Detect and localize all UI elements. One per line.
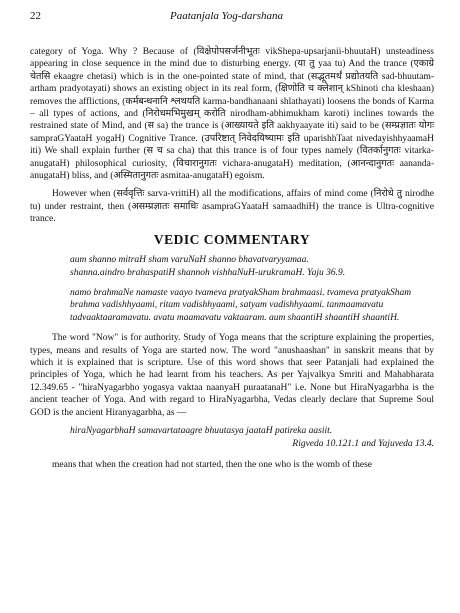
page-body — [30, 46, 434, 477]
running-title: Paatanjala Yog-darshana — [170, 10, 283, 22]
verse-3-citation: Rigveda 10.121.1 and Yajuveda 13.4. — [292, 439, 434, 450]
paragraph-1: category of Yoga. Why ? Because of (विक्षेपोपसर्जनीभूतः vikShepa-upsarjanii-bhuutaH) unsteadiness appearing in close sequence in the mind due to disturbing energy. (या तु yaa tu) And the trance (एकाग्रे चेतसि ekaagre chetasi) which is in the one-pointed state of mind, that (सद्भूतमर्थं प्रद्योतयति sad-bhuutam-artham pradyotayati) shows an existing object in its real form, (क्षिणोति च क्लेशान् kShinoti cha kleshaan) removes the afflictions, (कर्मबन्धनानि श्लथयति karma-bandhanaani shlathayati) loosens the bonds of Karma – all types of actions, and (निरोधमभिमुखम् करोति nirodham-abhimukham karoti) inclines towards the restrained state of Mind, and (स sa) the trance is (आख्यायते इति aakhyaayate iti) said to be (सम्प्रज्ञातः योगः sampraGYaataH yogaH) Cognitive Trance. (उपरिष्टात् निवेदयिष्यामः इति uparishhTaat nivedayishhyaamaH iti) We shall explain further (स च sa cha) that this trance is of four types namely (वितर्कानुगतः vitarka-anugataH) philosophical curiosity, (विचारानुगतः vichara-anugataH) meditation, (आनन्दानुगतः aananda-anugataH) bliss, and (अस्मितानुगतः asmitaa-anugataH) egoism. — [30, 47, 434, 182]
page-number: 22 — [30, 10, 41, 22]
section-heading: VEDIC COMMENTARY — [153, 231, 311, 247]
paragraph-4: means that when the creation had not started, then the one who is the womb of these — [52, 459, 373, 470]
paragraph-3: The word "Now" is for authority. Study of Yoga means that the scripture explaining the properties, types, means and results of Yoga are started now. The word "anushaashan" in sanskrit means that by which it is explained that is scripture. Use of this word shows that seer Patanjali had explained the principles of Yoga, which he had learnt from his teachers. As per Yajvalkya Smriti and Mahabharata 12.349.65 - "hiraNyagarbho yogasya vaktaa naanyaH puraatanaH" i.e. None but HiraNyagarbha is the ancient teacher of Yoga. And with regard to HiraNyagarbha, Vedas clearly declare that Supreme Soul GOD is the ancient Hiranyagarbha, as — — [30, 333, 434, 418]
page-header — [30, 10, 430, 22]
paragraph-2: However when (सर्ववृत्तिः sarva-vrittiH) all the modifications, affairs of mind come (निरोधे तु nirodhe tu) under restraint, then (असम्प्रज्ञातः समाधिः asampraGYaataH samaadhiH) the trance is Ultra-cognitive trance. — [30, 189, 434, 225]
verse-3 — [70, 425, 434, 451]
verse-1-line-2: shanna.aindro brahaspatiH shannoh vishhaNuH-urukramaH. Yaju 36.9. — [70, 267, 346, 278]
verse-3-text: hiraNyagarbhaH samavartataagre bhuutasya jaataH patireka aasiit. — [70, 425, 333, 436]
verse-1 — [70, 254, 434, 279]
verse-1-line-1: aum shanno mitraH sham varuNaH shanno bhavatvaryyamaa. — [70, 255, 309, 266]
verse-2: namo brahmaNe namaste vaayo tvameva pratyakSham brahmaasi. tvameva pratyakSham brahma vadishhyaami, ritam vadishhyaami, satyam vadishhyaami. tanmaamavatu tadvaaktaaramavatu. avatu maamavatu vaktaaram. aum shaantiH shaantiH shaantiH. — [70, 287, 412, 323]
